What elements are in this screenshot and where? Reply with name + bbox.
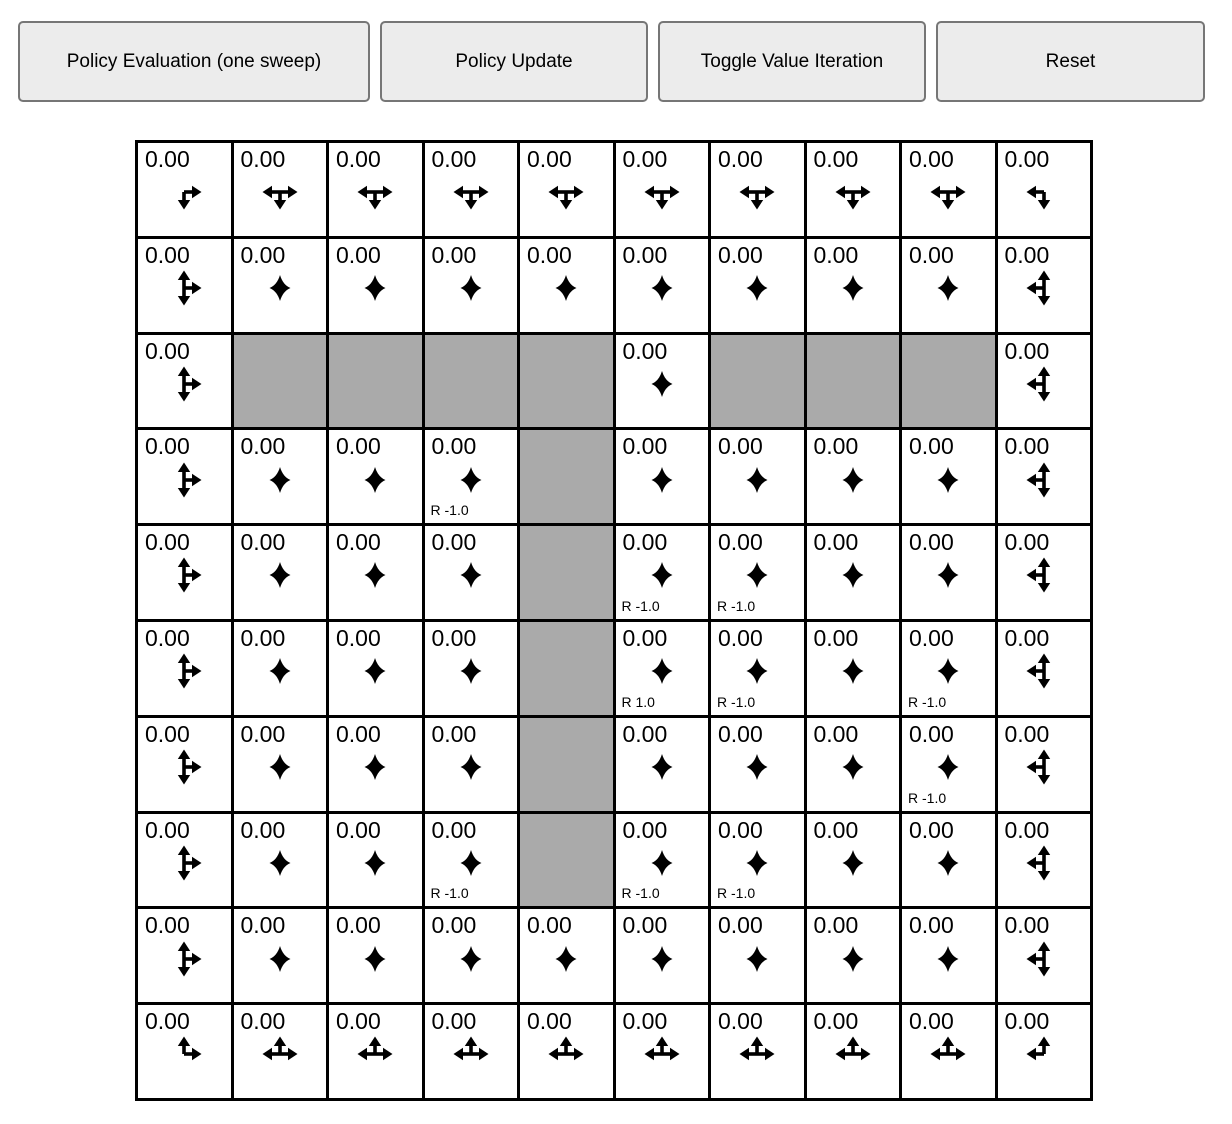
cell-value: 0.00 <box>813 146 859 172</box>
cell-value: 0.00 <box>145 816 190 843</box>
grid-cell-r5c0 <box>138 622 231 715</box>
grid-cell-r6c9 <box>998 718 1091 811</box>
cell-value: 0.00 <box>718 720 763 747</box>
policy-arrow-icon <box>737 172 777 212</box>
policy-arrow-icon <box>451 460 491 500</box>
grid-cell-r0c3 <box>425 143 518 236</box>
policy-arrow-icon <box>355 172 395 212</box>
grid-cell-r6c7 <box>807 718 900 811</box>
cell-value: 0.00 <box>909 146 954 172</box>
cell-value: 0.00 <box>240 433 286 460</box>
policy-arrow-icon <box>355 843 395 883</box>
grid-cell-r7c6 <box>711 814 804 907</box>
policy-arrow-icon <box>833 555 873 595</box>
cell-value: 0.00 <box>336 433 381 460</box>
cell-value: 0.00 <box>240 241 286 268</box>
grid-cell-r1c2 <box>329 239 422 332</box>
policy-arrow-icon <box>164 460 204 500</box>
wall-cell-r2c2 <box>329 335 422 428</box>
grid-cell-r1c1 <box>234 239 327 332</box>
grid-cell-r8c8 <box>902 909 995 1002</box>
grid-cell-r7c0 <box>138 814 231 907</box>
grid-cell-r8c0 <box>138 909 231 1002</box>
cell-value: 0.00 <box>718 1008 763 1035</box>
cell-value: 0.00 <box>909 720 954 747</box>
cell-value: 0.00 <box>813 241 859 268</box>
grid-cell-r8c3 <box>425 909 518 1002</box>
grid-cell-r0c0 <box>138 143 231 236</box>
wall-cell-r2c8 <box>902 335 995 428</box>
reset-button[interactable]: Reset <box>936 21 1205 102</box>
grid-cell-r9c4 <box>520 1005 613 1098</box>
grid-cell-r5c6 <box>711 622 804 715</box>
cell-reward-label: R -1.0 <box>908 789 947 806</box>
cell-value: 0.00 <box>527 1008 572 1035</box>
cell-value: 0.00 <box>622 1008 668 1035</box>
policy-arrow-icon <box>737 268 777 308</box>
policy-arrow-icon <box>260 939 300 979</box>
cell-value: 0.00 <box>145 529 190 556</box>
cell-value: 0.00 <box>240 720 286 747</box>
grid-cell-r2c0 <box>138 335 231 428</box>
grid-cell-r9c6 <box>711 1005 804 1098</box>
wall-cell-r2c1 <box>234 335 327 428</box>
policy-arrow-icon <box>833 651 873 691</box>
grid-cell-r1c7 <box>807 239 900 332</box>
cell-value: 0.00 <box>145 433 190 460</box>
cell-value: 0.00 <box>718 433 763 460</box>
cell-value: 0.00 <box>813 625 859 651</box>
grid-cell-r3c2 <box>329 430 422 523</box>
cell-value: 0.00 <box>718 241 763 268</box>
grid-cell-r8c1 <box>234 909 327 1002</box>
policy-arrow-icon <box>833 939 873 979</box>
policy-arrow-icon <box>355 555 395 595</box>
cell-value: 0.00 <box>240 1008 286 1035</box>
cell-value: 0.00 <box>431 625 477 651</box>
grid-cell-r3c9 <box>998 430 1091 523</box>
grid-cell-r4c1 <box>234 526 327 619</box>
cell-value: 0.00 <box>813 720 859 747</box>
grid-cell-r3c5 <box>616 430 709 523</box>
grid-cell-r3c8 <box>902 430 995 523</box>
policy-arrow-icon <box>355 651 395 691</box>
policy-arrow-icon <box>928 651 968 691</box>
grid-cell-r1c0 <box>138 239 231 332</box>
policy-arrow-icon <box>451 651 491 691</box>
cell-value: 0.00 <box>431 816 477 843</box>
grid-cell-r1c9 <box>998 239 1091 332</box>
cell-value: 0.00 <box>431 241 477 268</box>
policy-arrow-icon <box>164 1034 204 1074</box>
policy-arrow-icon <box>737 651 777 691</box>
cell-value: 0.00 <box>622 337 668 364</box>
cell-reward-label: R -1.0 <box>717 885 756 902</box>
grid-cell-r1c4 <box>520 239 613 332</box>
cell-value: 0.00 <box>622 720 668 747</box>
policy-arrow-icon <box>164 268 204 308</box>
policy-update-button[interactable]: Policy Update <box>380 21 648 102</box>
cell-value: 0.00 <box>240 816 286 843</box>
cell-value: 0.00 <box>336 720 381 747</box>
policy-arrow-icon <box>737 555 777 595</box>
grid-cell-r5c8 <box>902 622 995 715</box>
grid-cell-r0c2 <box>329 143 422 236</box>
policy-arrow-icon <box>355 939 395 979</box>
policy-arrow-icon <box>451 747 491 787</box>
grid-cell-r5c2 <box>329 622 422 715</box>
cell-reward-label: R -1.0 <box>621 598 660 614</box>
grid-cell-r4c3 <box>425 526 518 619</box>
cell-value: 0.00 <box>909 816 954 843</box>
grid-cell-r7c8 <box>902 814 995 907</box>
policy-arrow-icon <box>1024 939 1064 979</box>
policy-arrow-icon <box>355 268 395 308</box>
cell-value: 0.00 <box>527 912 572 939</box>
grid-cell-r1c6 <box>711 239 804 332</box>
cell-value: 0.00 <box>336 1008 381 1035</box>
policy-arrow-icon <box>451 555 491 595</box>
policy-arrow-icon <box>737 843 777 883</box>
cell-value: 0.00 <box>813 1008 859 1035</box>
grid-cell-r4c8 <box>902 526 995 619</box>
policy-arrow-icon <box>928 460 968 500</box>
policy-arrow-icon <box>833 460 873 500</box>
toolbar <box>18 21 1205 102</box>
policy-arrow-icon <box>451 268 491 308</box>
policy-arrow-icon <box>1024 364 1064 404</box>
cell-reward-label: R -1.0 <box>717 693 756 710</box>
policy-arrow-icon <box>928 555 968 595</box>
cell-value: 0.00 <box>336 625 381 651</box>
policy-arrow-icon <box>260 843 300 883</box>
grid-cell-r0c4 <box>520 143 613 236</box>
policy-arrow-icon <box>1024 268 1064 308</box>
grid-cell-r4c7 <box>807 526 900 619</box>
policy-arrow-icon <box>642 843 682 883</box>
cell-value: 0.00 <box>1004 337 1050 364</box>
grid-cell-r8c7 <box>807 909 900 1002</box>
cell-value: 0.00 <box>145 625 190 651</box>
cell-value: 0.00 <box>145 337 190 364</box>
cell-value: 0.00 <box>527 241 572 268</box>
policy-arrow-icon <box>164 939 204 979</box>
cell-value: 0.00 <box>240 529 286 556</box>
cell-value: 0.00 <box>336 816 381 843</box>
cell-value: 0.00 <box>718 529 763 556</box>
cell-value: 0.00 <box>1004 720 1050 747</box>
policy-arrow-icon <box>737 939 777 979</box>
cell-value: 0.00 <box>909 625 954 651</box>
policy-arrow-icon <box>451 1034 491 1074</box>
cell-value: 0.00 <box>145 720 190 747</box>
cell-value: 0.00 <box>240 625 286 651</box>
cell-value: 0.00 <box>145 1008 190 1035</box>
policy-arrow-icon <box>164 172 204 212</box>
policy-arrow-icon <box>451 939 491 979</box>
cell-value: 0.00 <box>909 529 954 556</box>
grid-cell-r6c2 <box>329 718 422 811</box>
policy-arrow-icon <box>355 1034 395 1074</box>
policy-arrow-icon <box>642 1034 682 1074</box>
grid-cell-r5c5 <box>616 622 709 715</box>
cell-value: 0.00 <box>622 912 668 939</box>
policy-arrow-icon <box>928 268 968 308</box>
cell-value: 0.00 <box>145 146 190 172</box>
cell-value: 0.00 <box>813 912 859 939</box>
cell-value: 0.00 <box>1004 433 1050 460</box>
grid-cell-r4c9 <box>998 526 1091 619</box>
policy-arrow-icon <box>260 651 300 691</box>
grid-cell-r8c9 <box>998 909 1091 1002</box>
cell-reward-label: R -1.0 <box>717 598 756 614</box>
policy-arrow-icon <box>833 843 873 883</box>
grid-cell-r0c1 <box>234 143 327 236</box>
policy-evaluation-button[interactable]: Policy Evaluation (one sweep) <box>18 21 370 102</box>
cell-value: 0.00 <box>622 241 668 268</box>
cell-value: 0.00 <box>909 1008 954 1035</box>
cell-value: 0.00 <box>1004 625 1050 651</box>
cell-value: 0.00 <box>909 433 954 460</box>
policy-arrow-icon <box>164 843 204 883</box>
grid-cell-r5c9 <box>998 622 1091 715</box>
policy-arrow-icon <box>1024 172 1064 212</box>
wall-cell-r3c4 <box>520 430 613 523</box>
wall-cell-r2c4 <box>520 335 613 428</box>
grid-cell-r7c7 <box>807 814 900 907</box>
grid-cell-r3c3 <box>425 430 518 523</box>
cell-value: 0.00 <box>336 529 381 556</box>
grid-cell-r5c1 <box>234 622 327 715</box>
grid-cell-r2c5 <box>616 335 709 428</box>
policy-arrow-icon <box>642 172 682 212</box>
cell-value: 0.00 <box>718 625 763 651</box>
grid-cell-r9c9 <box>998 1005 1091 1098</box>
cell-reward-label: R 1.0 <box>621 693 655 710</box>
cell-value: 0.00 <box>909 241 954 268</box>
cell-value: 0.00 <box>431 1008 477 1035</box>
grid-cell-r6c8 <box>902 718 995 811</box>
policy-arrow-icon <box>737 460 777 500</box>
cell-value: 0.00 <box>909 912 954 939</box>
policy-arrow-icon <box>260 268 300 308</box>
policy-arrow-icon <box>260 172 300 212</box>
policy-arrow-icon <box>642 939 682 979</box>
cell-value: 0.00 <box>527 146 572 172</box>
grid-cell-r0c5 <box>616 143 709 236</box>
grid-cell-r7c1 <box>234 814 327 907</box>
cell-value: 0.00 <box>1004 816 1050 843</box>
wall-cell-r2c6 <box>711 335 804 428</box>
cell-value: 0.00 <box>431 529 477 556</box>
grid-cell-r4c5 <box>616 526 709 619</box>
cell-reward-label: R -1.0 <box>908 693 947 710</box>
policy-arrow-icon <box>260 747 300 787</box>
cell-value: 0.00 <box>1004 912 1050 939</box>
cell-value: 0.00 <box>1004 1008 1050 1035</box>
policy-arrow-icon <box>833 268 873 308</box>
cell-value: 0.00 <box>1004 241 1050 268</box>
policy-arrow-icon <box>451 843 491 883</box>
wall-cell-r5c4 <box>520 622 613 715</box>
cell-value: 0.00 <box>431 433 477 460</box>
wall-cell-r7c4 <box>520 814 613 907</box>
gridworld-grid <box>135 140 1093 1101</box>
policy-arrow-icon <box>1024 460 1064 500</box>
grid-cell-r4c0 <box>138 526 231 619</box>
cell-value: 0.00 <box>718 816 763 843</box>
policy-arrow-icon <box>928 843 968 883</box>
policy-arrow-icon <box>451 172 491 212</box>
policy-arrow-icon <box>164 651 204 691</box>
policy-arrow-icon <box>642 268 682 308</box>
policy-arrow-icon <box>164 364 204 404</box>
cell-reward-label: R -1.0 <box>430 885 469 902</box>
wall-cell-r2c7 <box>807 335 900 428</box>
grid-cell-r7c9 <box>998 814 1091 907</box>
policy-arrow-icon <box>928 1034 968 1074</box>
policy-arrow-icon <box>260 460 300 500</box>
wall-cell-r6c4 <box>520 718 613 811</box>
cell-value: 0.00 <box>718 146 763 172</box>
policy-arrow-icon <box>642 460 682 500</box>
policy-arrow-icon <box>642 651 682 691</box>
cell-value: 0.00 <box>622 816 668 843</box>
grid-cell-r8c2 <box>329 909 422 1002</box>
grid-cell-r7c2 <box>329 814 422 907</box>
grid-cell-r5c7 <box>807 622 900 715</box>
policy-arrow-icon <box>833 172 873 212</box>
grid-cell-r1c3 <box>425 239 518 332</box>
policy-arrow-icon <box>928 939 968 979</box>
cell-value: 0.00 <box>622 625 668 651</box>
cell-value: 0.00 <box>145 241 190 268</box>
cell-value: 0.00 <box>813 529 859 556</box>
cell-value: 0.00 <box>240 912 286 939</box>
grid-cell-r3c7 <box>807 430 900 523</box>
policy-arrow-icon <box>546 939 586 979</box>
cell-value: 0.00 <box>431 146 477 172</box>
policy-arrow-icon <box>1024 843 1064 883</box>
cell-value: 0.00 <box>622 529 668 556</box>
policy-arrow-icon <box>260 555 300 595</box>
grid-cell-r1c5 <box>616 239 709 332</box>
cell-reward-label: R -1.0 <box>621 885 660 902</box>
grid-cell-r2c9 <box>998 335 1091 428</box>
grid-cell-r6c1 <box>234 718 327 811</box>
policy-arrow-icon <box>546 268 586 308</box>
cell-reward-label: R -1.0 <box>430 502 469 519</box>
grid-cell-r9c2 <box>329 1005 422 1098</box>
grid-cell-r7c3 <box>425 814 518 907</box>
cell-value: 0.00 <box>336 912 381 939</box>
grid-cell-r4c6 <box>711 526 804 619</box>
grid-cell-r6c5 <box>616 718 709 811</box>
grid-cell-r9c5 <box>616 1005 709 1098</box>
grid-cell-r3c6 <box>711 430 804 523</box>
grid-cell-r9c7 <box>807 1005 900 1098</box>
grid-cell-r6c0 <box>138 718 231 811</box>
cell-value: 0.00 <box>718 912 763 939</box>
policy-arrow-icon <box>546 172 586 212</box>
grid-cell-r9c3 <box>425 1005 518 1098</box>
toggle-value-iteration-button[interactable]: Toggle Value Iteration <box>658 21 926 102</box>
policy-arrow-icon <box>737 747 777 787</box>
grid-cell-r8c5 <box>616 909 709 1002</box>
policy-arrow-icon <box>1024 747 1064 787</box>
grid-cell-r3c1 <box>234 430 327 523</box>
grid-cell-r1c8 <box>902 239 995 332</box>
wall-cell-r2c3 <box>425 335 518 428</box>
policy-arrow-icon <box>642 364 682 404</box>
cell-value: 0.00 <box>813 433 859 460</box>
policy-arrow-icon <box>164 747 204 787</box>
cell-value: 0.00 <box>431 912 477 939</box>
grid-cell-r0c7 <box>807 143 900 236</box>
grid-cell-r9c0 <box>138 1005 231 1098</box>
cell-value: 0.00 <box>1004 146 1050 172</box>
policy-arrow-icon <box>1024 555 1064 595</box>
cell-value: 0.00 <box>431 720 477 747</box>
policy-arrow-icon <box>833 747 873 787</box>
cell-value: 0.00 <box>813 816 859 843</box>
policy-arrow-icon <box>1024 1034 1064 1074</box>
grid-cell-r3c0 <box>138 430 231 523</box>
grid-cell-r9c1 <box>234 1005 327 1098</box>
grid-cell-r0c6 <box>711 143 804 236</box>
policy-arrow-icon <box>737 1034 777 1074</box>
policy-arrow-icon <box>355 460 395 500</box>
grid-cell-r8c6 <box>711 909 804 1002</box>
policy-arrow-icon <box>642 555 682 595</box>
grid-cell-r5c3 <box>425 622 518 715</box>
grid-cell-r6c6 <box>711 718 804 811</box>
cell-value: 0.00 <box>145 912 190 939</box>
cell-value: 0.00 <box>622 146 668 172</box>
grid-cell-r6c3 <box>425 718 518 811</box>
cell-value: 0.00 <box>622 433 668 460</box>
cell-value: 0.00 <box>240 146 286 172</box>
cell-value: 0.00 <box>336 146 381 172</box>
policy-arrow-icon <box>546 1034 586 1074</box>
cell-value: 0.00 <box>1004 529 1050 556</box>
grid-cell-r0c9 <box>998 143 1091 236</box>
policy-arrow-icon <box>355 747 395 787</box>
wall-cell-r4c4 <box>520 526 613 619</box>
cell-value: 0.00 <box>336 241 381 268</box>
grid-cell-r7c5 <box>616 814 709 907</box>
grid-cell-r4c2 <box>329 526 422 619</box>
grid-cell-r0c8 <box>902 143 995 236</box>
policy-arrow-icon <box>642 747 682 787</box>
grid-cell-r9c8 <box>902 1005 995 1098</box>
policy-arrow-icon <box>928 747 968 787</box>
policy-arrow-icon <box>260 1034 300 1074</box>
grid-cell-r8c4 <box>520 909 613 1002</box>
policy-arrow-icon <box>833 1034 873 1074</box>
policy-arrow-icon <box>928 172 968 212</box>
policy-arrow-icon <box>1024 651 1064 691</box>
policy-arrow-icon <box>164 555 204 595</box>
